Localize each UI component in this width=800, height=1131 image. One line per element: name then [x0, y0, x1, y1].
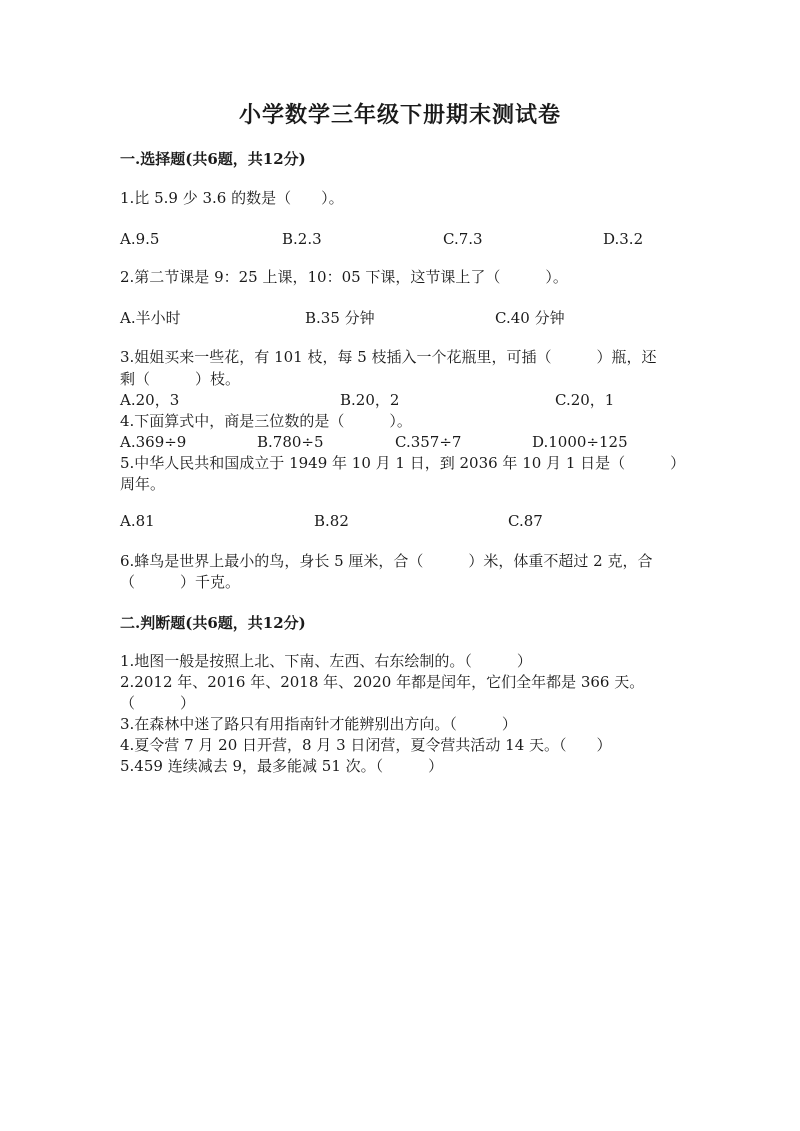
q5-option-a: A.81	[120, 512, 155, 530]
q2-option-a: A.半小时	[120, 309, 181, 327]
q1-option-a: A.9.5	[120, 230, 160, 248]
section-heading-judgment: 二.判断题(共6题，共12分)	[120, 614, 306, 632]
judgment-item-continuation: （ ）	[120, 694, 196, 712]
question-1-stem: 1.比 5.9 少 3.6 的数是（ ）。	[120, 189, 344, 207]
q3-option-c: C.20，1	[555, 391, 615, 409]
section-heading-choice: 一.选择题(共6题，共12分)	[120, 150, 306, 168]
q5-option-c: C.87	[508, 512, 543, 530]
judgment-item: 2.2012 年、2016 年、2018 年、2020 年都是闰年，它们全年都是 366 天。	[120, 673, 645, 691]
q2-option-b: B.35 分钟	[305, 309, 375, 327]
q4-option-a: A.369÷9	[120, 433, 187, 451]
question-4-stem: 4.下面算式中，商是三位数的是（ ）。	[120, 412, 412, 430]
q1-option-c: C.7.3	[443, 230, 483, 248]
q5-option-b: B.82	[314, 512, 349, 530]
judgment-item: 5.459 连续减去 9，最多能减 51 次。（ ）	[120, 757, 444, 775]
judgment-item: 1.地图一般是按照上北、下南、左西、右东绘制的。（ ）	[120, 652, 532, 670]
question-6-stem-line1: 6.蜂鸟是世界上最小的鸟，身长 5 厘米，合（ ）米，体重不超过 2 克，合	[120, 552, 653, 570]
q4-option-b: B.780÷5	[257, 433, 324, 451]
page-title: 小学数学三年级下册期末测试卷	[238, 102, 561, 128]
question-6-stem-line2: （ ）千克。	[120, 573, 241, 591]
question-5-stem-line2: 周年。	[120, 475, 166, 493]
q3-option-a: A.20，3	[120, 391, 180, 409]
q4-option-c: C.357÷7	[395, 433, 462, 451]
question-3-stem-line2: 剩（ ）枝。	[120, 370, 241, 388]
question-3-stem-line1: 3.姐姐买来一些花，有 101 枝，每 5 枝插入一个花瓶里，可插（ ）瓶，还	[120, 348, 657, 366]
judgment-item: 4.夏令营 7 月 20 日开营，8 月 3 日闭营，夏令营共活动 14 天。（ ）	[120, 736, 612, 754]
question-2-stem: 2.第二节课是 9：25 上课，10：05 下课，这节课上了（ ）。	[120, 268, 568, 286]
q4-option-d: D.1000÷125	[532, 433, 628, 451]
q1-option-b: B.2.3	[282, 230, 322, 248]
judgment-item: 3.在森林中迷了路只有用指南针才能辨别出方向。（ ）	[120, 715, 517, 733]
q3-option-b: B.20，2	[340, 391, 400, 409]
question-5-stem-line1: 5.中华人民共和国成立于 1949 年 10 月 1 日，到 2036 年 10 月 1 日是（ ）	[120, 454, 686, 472]
q2-option-c: C.40 分钟	[495, 309, 565, 327]
q1-option-d: D.3.2	[603, 230, 644, 248]
